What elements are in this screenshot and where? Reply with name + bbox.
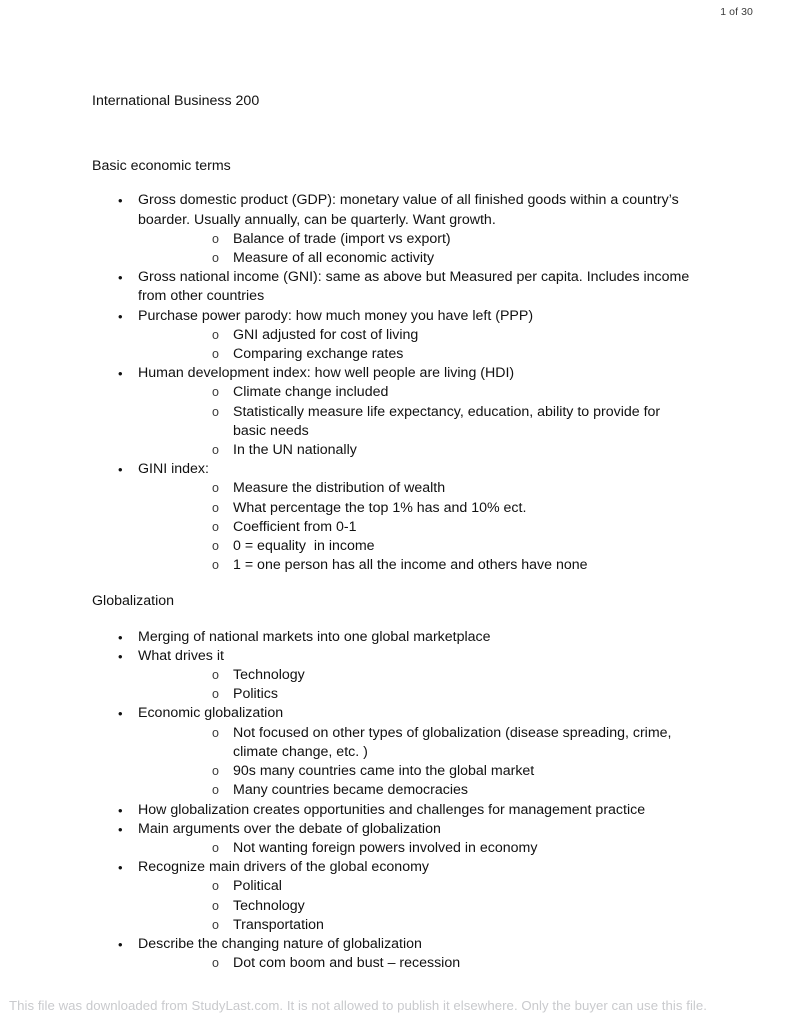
bullet-marker-icon: • xyxy=(118,648,123,664)
sub-list-item xyxy=(184,954,692,973)
sub-list-item xyxy=(184,345,692,364)
circle-bullet-marker-icon: o xyxy=(212,500,219,515)
list-item-text: Merging of national markets into one global marketplace xyxy=(138,628,491,645)
bullet-marker-icon: • xyxy=(118,462,123,478)
sub-list-item-text: Many countries became democracies xyxy=(233,782,468,799)
list-item-text: GINI index: xyxy=(138,461,209,478)
bullet-list-basic-economic-terms xyxy=(92,191,692,575)
sub-list-item-text: Balance of trade (import vs export) xyxy=(233,230,451,247)
bullet-marker-icon: • xyxy=(118,706,123,722)
circle-bullet-marker-icon: o xyxy=(212,519,219,534)
list-item xyxy=(92,704,692,800)
list-item xyxy=(92,647,692,705)
sub-bullet-list xyxy=(138,877,692,935)
circle-bullet-marker-icon: o xyxy=(212,764,219,779)
sub-list-item xyxy=(184,537,692,556)
list-item xyxy=(92,820,692,858)
sub-bullet-list xyxy=(138,383,692,460)
page-number-indicator: 1 of 30 xyxy=(720,6,753,18)
sub-list-item xyxy=(184,916,692,935)
sub-bullet-list xyxy=(138,724,692,801)
section-heading-globalization: Globalization xyxy=(92,593,175,610)
bullet-marker-icon: • xyxy=(118,860,123,876)
list-item xyxy=(92,307,692,365)
circle-bullet-marker-icon: o xyxy=(212,687,219,702)
sub-list-item xyxy=(184,762,692,781)
circle-bullet-marker-icon: o xyxy=(212,725,219,740)
sub-list-item xyxy=(184,403,692,441)
sub-list-item xyxy=(184,518,692,537)
sub-list-item-text: Technology xyxy=(233,667,305,684)
circle-bullet-marker-icon: o xyxy=(212,840,219,855)
circle-bullet-marker-icon: o xyxy=(212,404,219,419)
sub-bullet-list xyxy=(138,230,692,268)
sub-list-item xyxy=(184,839,692,858)
sub-list-item xyxy=(184,230,692,249)
sub-list-item-text: Politics xyxy=(233,686,278,703)
circle-bullet-marker-icon: o xyxy=(212,443,219,458)
list-item xyxy=(92,935,692,973)
circle-bullet-marker-icon: o xyxy=(212,231,219,246)
list-item xyxy=(92,364,692,460)
circle-bullet-marker-icon: o xyxy=(212,539,219,554)
circle-bullet-marker-icon: o xyxy=(212,251,219,266)
sub-bullet-list xyxy=(138,666,692,704)
list-item-text: Gross national income (GNI): same as above but Measured per capita. Includes income from other countries xyxy=(138,269,694,305)
bullet-marker-icon: • xyxy=(118,308,123,324)
list-item-text: Main arguments over the debate of globalization xyxy=(138,820,441,837)
sub-list-item-text: 1 = one person has all the income and others have none xyxy=(233,557,588,574)
bullet-list-globalization xyxy=(92,628,692,974)
sub-list-item xyxy=(184,326,692,345)
circle-bullet-marker-icon: o xyxy=(212,558,219,573)
sub-list-item-text: In the UN nationally xyxy=(233,442,357,459)
sub-list-item-text: Political xyxy=(233,878,282,895)
sub-list-item-text: Climate change included xyxy=(233,384,389,401)
sub-list-item xyxy=(184,897,692,916)
list-item-text: Human development index: how well people are living (HDI) xyxy=(138,365,515,382)
sub-list-item-text: Not focused on other types of globalization (disease spreading, crime, climate change, etc. ) xyxy=(233,724,676,760)
list-item-text: Describe the changing nature of globalization xyxy=(138,935,422,952)
list-item-text: How globalization creates opportunities and challenges for management practice xyxy=(138,801,646,818)
list-item-text: Gross domestic product (GDP): monetary value of all finished goods within a country’s boarder. Usually annually, can be quarterly. Want growth. xyxy=(138,192,683,228)
circle-bullet-marker-icon: o xyxy=(212,956,219,971)
footer-watermark: This file was downloaded from StudyLast.com. It is not allowed to publish it elsewhere. Only the buyer can use this file. xyxy=(9,998,708,1013)
list-item xyxy=(92,268,692,306)
document-title: International Business 200 xyxy=(92,93,260,109)
sub-list-item xyxy=(184,685,692,704)
sub-list-item xyxy=(184,724,692,762)
sub-list-item xyxy=(184,479,692,498)
sub-list-item-text: Statistically measure life expectancy, education, ability to provide for basic needs xyxy=(233,403,665,439)
list-item-text: What drives it xyxy=(138,647,224,664)
list-item-text: Economic globalization xyxy=(138,705,284,722)
document-body xyxy=(92,92,692,973)
circle-bullet-marker-icon: o xyxy=(212,481,219,496)
list-item xyxy=(92,858,692,935)
bullet-marker-icon: • xyxy=(118,270,123,286)
circle-bullet-marker-icon: o xyxy=(212,917,219,932)
list-item xyxy=(92,801,692,820)
sub-list-item xyxy=(184,499,692,518)
bullet-marker-icon: • xyxy=(118,366,123,382)
list-item-text: Purchase power parody: how much money you have left (PPP) xyxy=(138,307,534,324)
sub-list-item xyxy=(184,383,692,402)
bullet-marker-icon: • xyxy=(118,802,123,818)
sub-list-item-text: Not wanting foreign powers involved in economy xyxy=(233,839,538,856)
circle-bullet-marker-icon: o xyxy=(212,898,219,913)
sub-list-item-text: 90s many countries came into the global market xyxy=(233,763,535,780)
circle-bullet-marker-icon: o xyxy=(212,347,219,362)
circle-bullet-marker-icon: o xyxy=(212,385,219,400)
sub-bullet-list xyxy=(138,954,692,973)
sub-bullet-list xyxy=(138,839,692,858)
sub-list-item-text: Transportation xyxy=(233,916,324,933)
list-item xyxy=(92,460,692,575)
sub-list-item-text: Measure of all economic activity xyxy=(233,250,435,267)
sub-list-item xyxy=(184,666,692,685)
sub-list-item-text: GNI adjusted for cost of living xyxy=(233,326,419,343)
sub-bullet-list xyxy=(138,479,692,575)
bullet-marker-icon: • xyxy=(118,821,123,837)
sub-list-item xyxy=(184,781,692,800)
circle-bullet-marker-icon: o xyxy=(212,783,219,798)
sub-list-item xyxy=(184,877,692,896)
section-heading-basic-economic-terms: Basic economic terms xyxy=(92,158,231,175)
sub-list-item-text: 0 = equality in income xyxy=(233,538,375,555)
bullet-marker-icon: • xyxy=(118,193,123,209)
sub-list-item-text: Dot com boom and bust – recession xyxy=(233,955,461,972)
circle-bullet-marker-icon: o xyxy=(212,327,219,342)
sub-list-item xyxy=(184,556,692,575)
sub-list-item-text: Technology xyxy=(233,897,305,914)
list-item-text: Recognize main drivers of the global economy xyxy=(138,859,429,876)
list-item xyxy=(92,191,692,268)
sub-list-item-text: Comparing exchange rates xyxy=(233,346,404,363)
sub-list-item xyxy=(184,441,692,460)
sub-bullet-list xyxy=(138,326,692,364)
sub-list-item-text: Coefficient from 0-1 xyxy=(233,518,357,535)
sub-list-item-text: Measure the distribution of wealth xyxy=(233,480,446,497)
circle-bullet-marker-icon: o xyxy=(212,668,219,683)
sub-list-item-text: What percentage the top 1% has and 10% ect. xyxy=(233,499,527,516)
bullet-marker-icon: • xyxy=(118,936,123,952)
list-item xyxy=(92,628,692,647)
sub-list-item xyxy=(184,249,692,268)
bullet-marker-icon: • xyxy=(118,629,123,645)
circle-bullet-marker-icon: o xyxy=(212,879,219,894)
